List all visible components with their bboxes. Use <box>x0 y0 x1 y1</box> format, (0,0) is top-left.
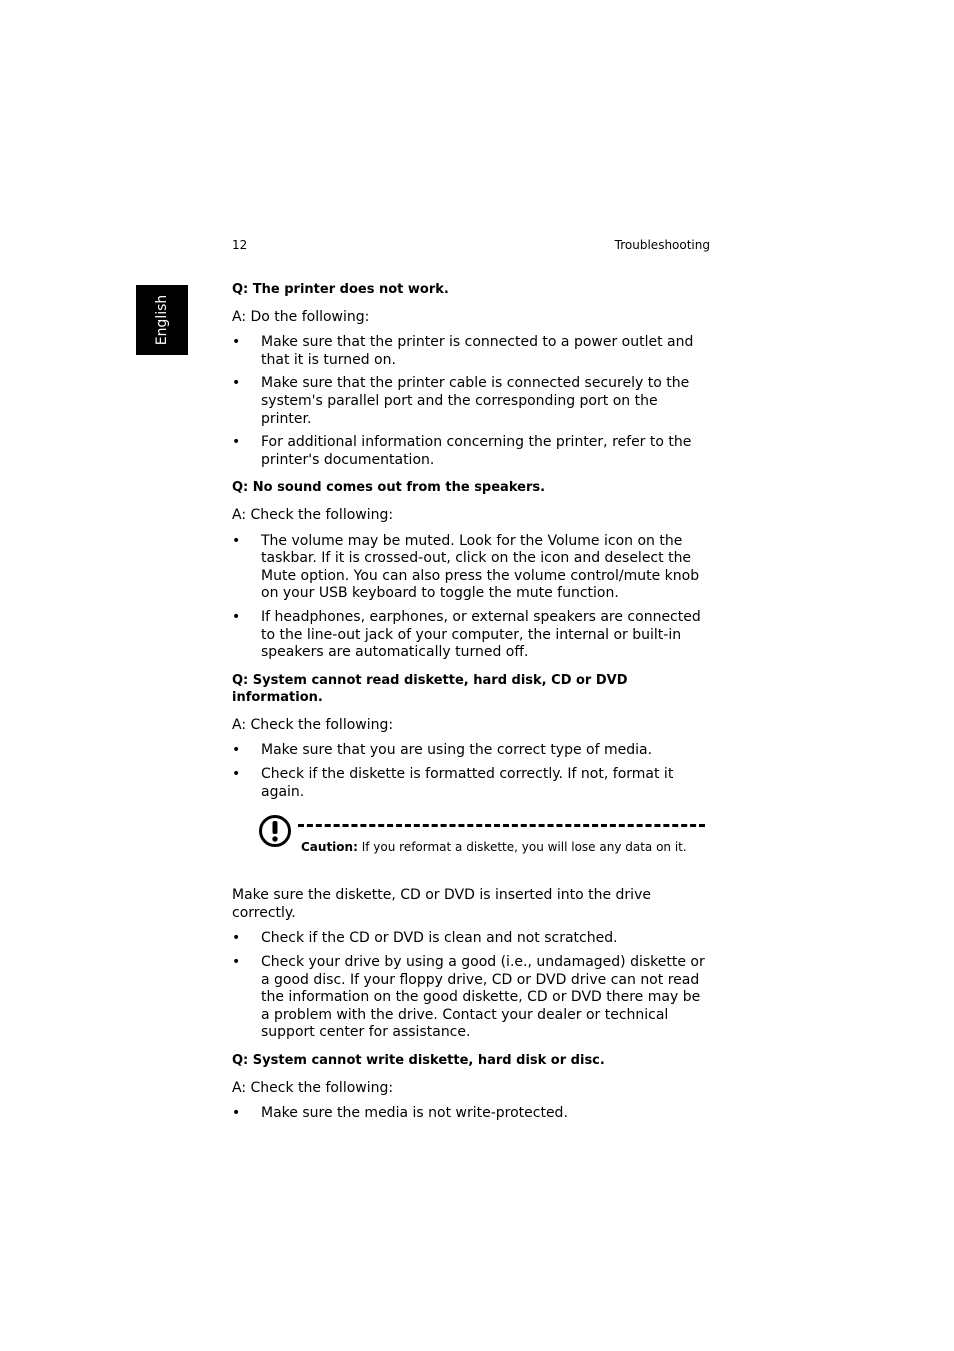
list-item-text: The volume may be muted. Look for the Volume icon on the taskbar. If it is crossed-out, click on the icon and deselect the Mute option. You can also press the volume control/mute knob on your USB keyboard to toggle the mute function. <box>261 532 700 602</box>
bullet-icon: • <box>232 742 241 759</box>
page-number: 12 <box>232 238 248 252</box>
caution-divider <box>298 824 705 827</box>
document-body <box>232 281 710 1133</box>
list-item <box>232 434 710 469</box>
answer-intro: A: Check the following: <box>232 1079 394 1096</box>
bullet-icon: • <box>232 434 241 451</box>
answer-intro: A: Do the following: <box>232 308 370 325</box>
bullet-icon: • <box>232 1105 241 1122</box>
list-item <box>232 766 710 801</box>
caution-icon <box>258 814 292 848</box>
caution-note <box>232 811 710 869</box>
list-item-text: If headphones, earphones, or external speakers are connected to the line-out jack of your computer, the internal or built-in speakers are automatically turned off. <box>261 608 701 661</box>
list-item <box>232 742 710 760</box>
list-item-text: Check if the diskette is formatted correctly. If not, format it again. <box>261 766 674 800</box>
answer-list <box>232 533 710 662</box>
list-item-text: Make sure that the printer cable is connected securely to the system's parallel port and the corresponding port on the printer. <box>261 375 690 427</box>
question-sound: Q: No sound comes out from the speakers. <box>232 480 546 496</box>
list-item <box>232 609 710 662</box>
question-write-media: Q: System cannot write diskette, hard disk or disc. <box>232 1053 605 1068</box>
list-item <box>232 954 710 1042</box>
bullet-icon: • <box>232 608 241 625</box>
caution-label: Caution: <box>301 840 358 855</box>
bullet-icon: • <box>232 334 241 351</box>
bullet-icon: • <box>232 375 241 392</box>
language-side-tab <box>136 285 188 355</box>
bullet-icon: • <box>232 930 241 947</box>
list-item-text: Make sure that the printer is connected to a power outlet and that it is turned on. <box>261 334 694 368</box>
list-item-text: Make sure that you are using the correct type of media. <box>261 742 653 759</box>
list-item-text: Check if the CD or DVD is clean and not scratched. <box>261 930 618 947</box>
bullet-icon: • <box>232 766 241 783</box>
followup-list <box>232 930 710 1042</box>
question-read-media: Q: System cannot read diskette, hard disk, CD or DVD information. <box>232 672 628 706</box>
language-tab-label: English <box>154 294 170 346</box>
running-title: Troubleshooting <box>614 238 710 252</box>
question-printer: Q: The printer does not work. <box>232 282 449 297</box>
list-item <box>232 930 710 948</box>
answer-intro: A: Check the following: <box>232 716 394 733</box>
bullet-icon: • <box>232 954 241 971</box>
list-item <box>232 334 710 369</box>
list-item-text: Make sure the media is not write-protected. <box>261 1105 568 1122</box>
caution-text <box>301 839 687 857</box>
list-item <box>232 375 710 428</box>
caution-message: If you reformat a diskette, you will lose any data on it. <box>357 840 687 855</box>
list-item <box>232 1105 710 1123</box>
answer-intro: A: Check the following: <box>232 506 394 523</box>
list-item <box>232 533 710 603</box>
followup-paragraph: Make sure the diskette, CD or DVD is inserted into the drive correctly. <box>232 887 651 921</box>
answer-list <box>232 1105 710 1123</box>
answer-list <box>232 334 710 469</box>
answer-list <box>232 742 710 801</box>
bullet-icon: • <box>232 532 241 549</box>
list-item-text: For additional information concerning the printer, refer to the printer's documentation. <box>261 434 692 468</box>
list-item-text: Check your drive by using a good (i.e., undamaged) diskette or a good disc. If your floppy drive, CD or DVD drive can not read the information on the good diskette, CD or DVD there may be a problem with the drive. Contact your dealer or technical support center for assistance. <box>261 954 705 1041</box>
page-header <box>232 238 710 254</box>
